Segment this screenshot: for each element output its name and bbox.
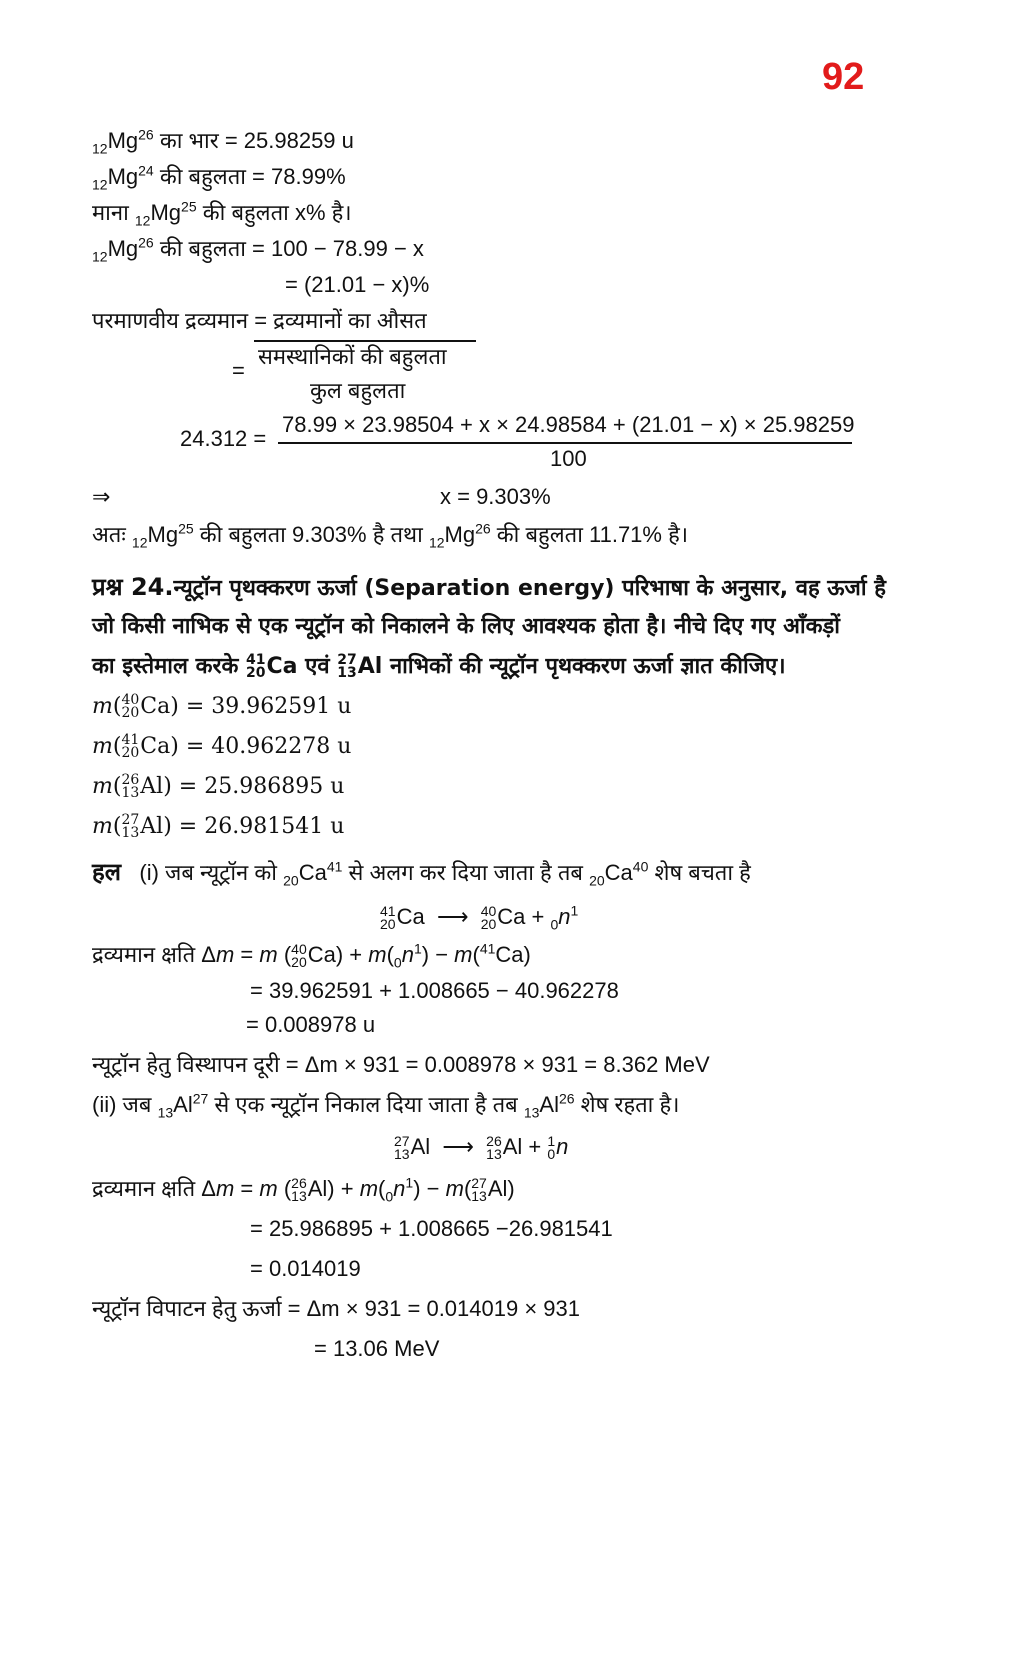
implies-arrow: ⇒	[92, 484, 111, 509]
equation-lhs: 24.312 =	[180, 426, 267, 451]
mg26-abundance-result: = (21.01 − x)%	[285, 272, 430, 297]
mg24-abundance-line: $_{12}Mg^{24}$ की बहुलता = 78.99%	[92, 162, 346, 193]
question-line-2: जो किसी नाभिक से एक न्यूट्रॉन को निकालने के लिए आवश्यक होता है। नीचे दिए गए आँकड़ों	[92, 614, 840, 639]
question-line-3: का इस्तेमाल करके 41 20 Ca एवं 27 13 Al नाभिकों की न्यूट्रॉन पृथक्करण ऊर्जा ज्ञात कीजिए।	[92, 652, 786, 681]
definition-numerator: समस्थानिकों की बहुलता	[258, 344, 447, 369]
definition-denominator: कुल बहुलता	[310, 378, 406, 403]
equation-denominator: 100	[550, 446, 587, 471]
mg-mass-line: $_{12}Mg^{26}$ का भार = 25.98259 u	[92, 126, 354, 157]
solution-part1-intro: हल (i) जब न्यूट्रॉन को $_{20}Ca^{41}$ से अलग कर दिया जाता है तब $_{20}Ca^{40}$ शेष बचता है	[92, 858, 751, 889]
solution-label: हल	[92, 859, 122, 886]
mass-al27: m( 27 13 Al) = 26.981541 u	[92, 812, 345, 841]
mass-ca40: m( 40 20 Ca) = 39.962591 u	[92, 692, 352, 721]
mg25-assumption-line: माना $_{12}Mg^{25}$ की बहुलता x% है।	[92, 198, 352, 229]
mass-al26: m( 26 13 Al) = 25.986895 u	[92, 772, 345, 801]
page-number: 92	[822, 56, 865, 98]
energy-2: न्यूट्रॉन विपाटन हेतु ऊर्जा = Δm × 931 = 0.014019 × 931	[92, 1296, 581, 1321]
mass-ca41: m( 41 20 Ca) = 40.962278 u	[92, 732, 352, 761]
energy-2-result: = 13.06 MeV	[314, 1336, 440, 1361]
mass-defect-1-calc: = 39.962591 + 1.008665 − 40.962278	[250, 978, 619, 1003]
reaction-2: 27 13 Al ⟶ 26 13 Al + 1 0 n	[394, 1133, 569, 1163]
atomic-mass-definition: परमाणवीय द्रव्यमान = द्रव्यमानों का औसत	[92, 308, 427, 333]
mass-defect-2-result: = 0.014019	[250, 1256, 361, 1281]
mass-defect-2-calc: = 25.986895 + 1.008665 −26.981541	[250, 1216, 613, 1241]
definition-equals: =	[232, 358, 245, 383]
mass-defect-1-result: = 0.008978 u	[246, 1012, 376, 1037]
solution-part2-intro: (ii) जब $_{13}Al^{27}$ से एक न्यूट्रॉन निकाल दिया जाता है तब $_{13}Al^{26}$ शेष रहता है।	[92, 1090, 680, 1121]
x-result: x = 9.303%	[440, 484, 551, 509]
mass-defect-2: द्रव्यमान क्षति Δm = m ( 26 13 $Al) + m(_0n^1) - m$( 27 13 Al)	[92, 1174, 515, 1205]
question-label: प्रश्न 24.	[92, 573, 174, 601]
reaction-1: 41 20 Ca ⟶ 40 20 $Ca + _0n^1$	[380, 902, 579, 933]
mg26-abundance-line: $_{12}Mg^{26}$ की बहुलता = 100 − 78.99 − x	[92, 234, 424, 265]
energy-1: न्यूट्रॉन हेतु विस्थापन दूरी = Δm × 931 = 0.008978 × 931 = 8.362 MeV	[92, 1052, 710, 1077]
equation-numerator: 78.99 × 23.98504 + x × 24.98584 + (21.01 − x) × 25.98259	[282, 412, 855, 437]
question-line-1: प्रश्न 24.न्यूट्रॉन पृथक्करण ऊर्जा (Separation energy) परिभाषा के अनुसार, वह ऊर्जा है	[92, 573, 886, 601]
mg-conclusion: अतः $_{12}Mg^{25}$ की बहुलता 9.303% है तथा $_{12}Mg^{26}$ की बहुलता 11.71% है।	[92, 520, 689, 551]
mass-defect-1: द्रव्यमान क्षति Δm = m ( 40 20 $Ca) + m(_0n^1) - m(^{41}Ca)$	[92, 940, 531, 971]
